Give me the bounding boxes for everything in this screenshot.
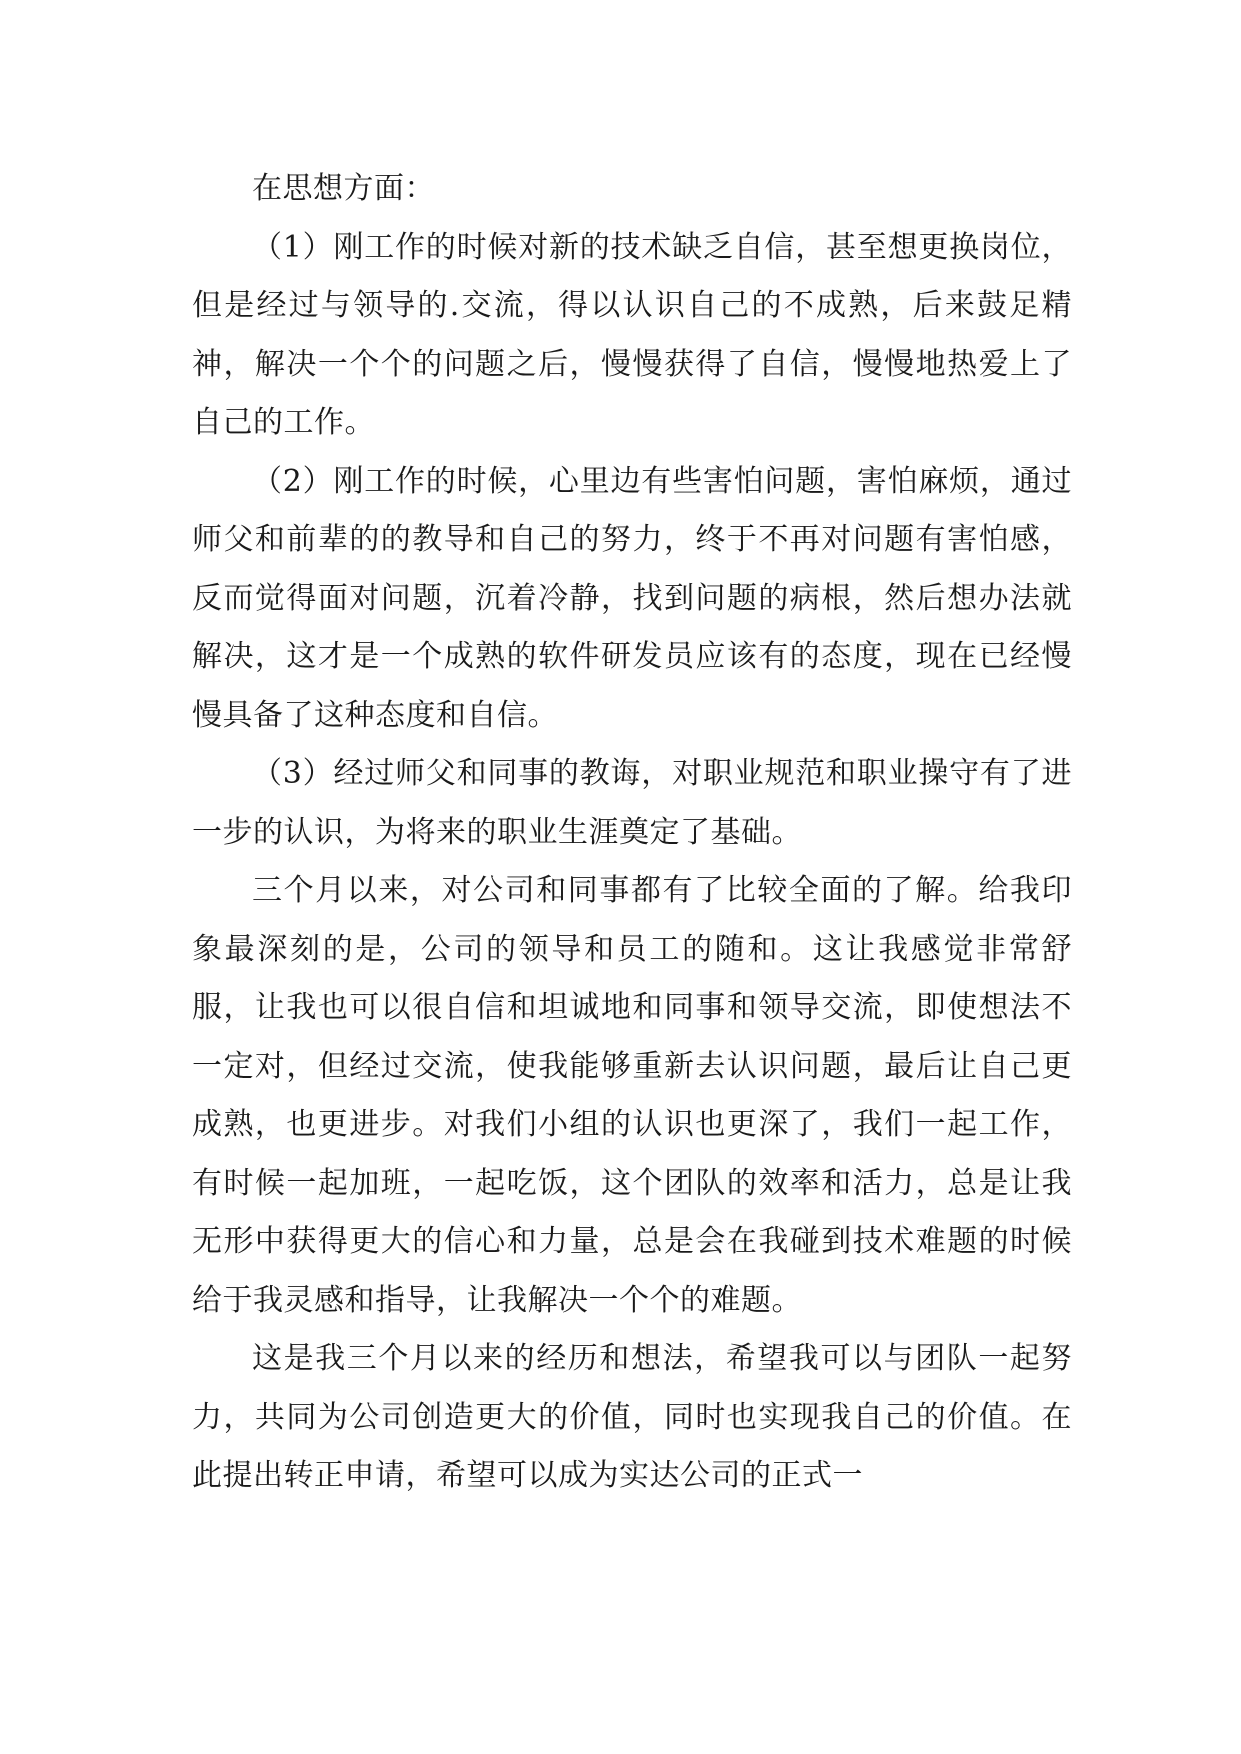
paragraph-three-months: 三个月以来，对公司和同事都有了比较全面的了解。给我印象最深刻的是，公司的领导和员工的随和。这让我感觉非常舒服，让我也可以很自信和坦诚地和同事和领导交流，即使想法不一定对，但经过交流，使我能够重新去认识问题，最后让自己更成熟，也更进步。对我们小组的认识也更深了，我们一起工作，有时候一起加班，一起吃饭，这个团队的效率和活力，总是让我无形中获得更大的信心和力量，总是会在我碰到技术难题的时候给于我灵感和指导，让我解决一个个的难题。 bbox=[192, 873, 1072, 1318]
paragraph-item-1: （1）刚工作的时候对新的技术缺乏自信，甚至想更换岗位，但是经过与领导的.交流，得以认识自己的不成熟，后来鼓足精神，解决一个个的问题之后，慢慢获得了自信，慢慢地热爱上了自己的工作。 bbox=[192, 229, 1072, 440]
paragraph-item-2: （2）刚工作的时候，心里边有些害怕问题，害怕麻烦，通过师父和前辈的的教导和自己的努力，终于不再对问题有害怕感，反而觉得面对问题，沉着冷静，找到问题的病根，然后想办法就解决，这才是一个成熟的软件研发员应该有的态度，现在已经慢慢具备了这种态度和自信。 bbox=[192, 463, 1072, 733]
paragraph-heading-thought: 在思想方面： bbox=[252, 171, 435, 206]
document-body bbox=[192, 160, 1072, 1506]
paragraph-conclusion: 这是我三个月以来的经历和想法，希望我可以与团队一起努力，共同为公司创造更大的价值，同时也实现我自己的价值。在此提出转正申请，希望可以成为实达公司的正式一 bbox=[192, 1341, 1072, 1493]
paragraph-item-3: （3）经过师父和同事的教诲，对职业规范和职业操守有了进一步的认识，为将来的职业生涯奠定了基础。 bbox=[192, 756, 1072, 850]
